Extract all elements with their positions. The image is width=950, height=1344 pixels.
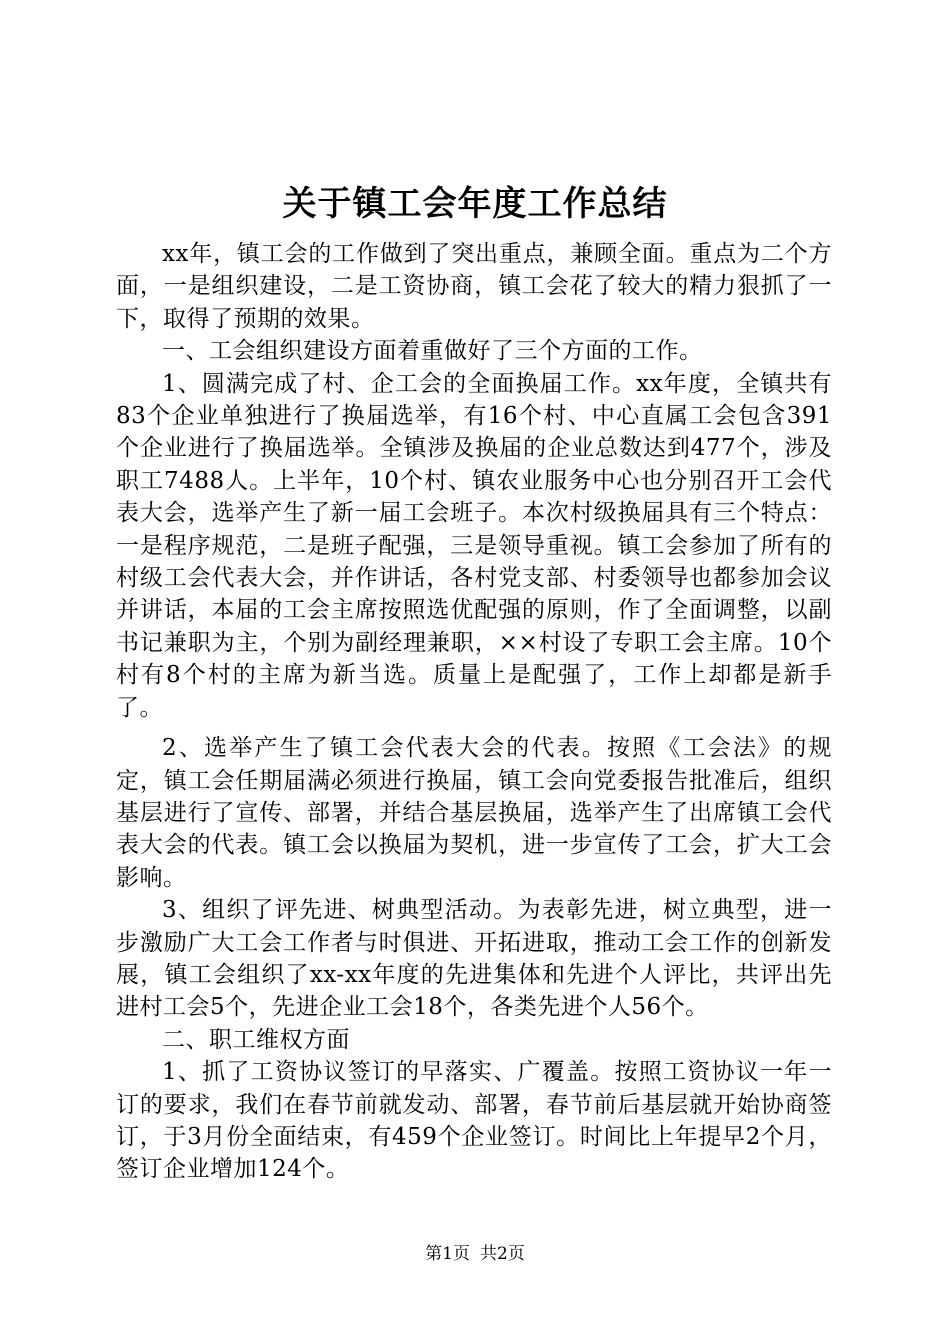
paragraph-intro: xx年，镇工会的工作做到了突出重点，兼顾全面。重点为二个方面，一是组织建设，二是工资协商，镇工会花了较大的精力狠抓了一下，取得了预期的效果。 [116,241,832,332]
paragraph-item-3-awards: 3、组织了评先进、树典型活动。为表彰先进，树立典型，进一步激励广大工会工作者与时俱进、开拓进取，推动工会工作的创新发展，镇工会组织了xx-xx年度的先进集体和先进个人评比，共评出先进村工会5个，先进企业工会18个，各类先进个人56个。 [116,897,832,1021]
paragraph-rights-item-1: 1、抓了工资协议签订的早落实、广覆盖。按照工资协议一年一订的要求，我们在春节前就发动、部署，春节前后基层就开始协商签订，于3月份全面结束，有459个企业签订。时间比上年提早2个月，签订企业增加124个。 [116,1059,832,1183]
paragraph-item-2-delegates: 2、选举产生了镇工会代表大会的代表。按照《工会法》的规定，镇工会任期届满必须进行换届，镇工会向党委报告批准后，组织基层进行了宣传、部署，并结合基层换届，选举产生了出席镇工会代表大会的代表。镇工会以换届为契机，进一步宣传了工会，扩大工会影响。 [116,735,832,891]
document-title: 关于镇工会年度工作总结 [282,184,668,224]
page-total: 共2页 [480,1244,525,1264]
document-body [116,238,832,1186]
page-footer [0,1243,950,1265]
section-heading-organization: 一、工会组织建设方面着重做好了三个方面的工作。 [162,338,703,365]
section-heading-rights: 二、职工维权方面 [162,1026,350,1053]
page-number: 第1页 [425,1244,470,1264]
paragraph-item-1-election: 1、圆满完成了村、企工会的全面换届工作。xx年度，全镇共有83个企业单独进行了换届选举，有16个村、中心直属工会包含391个企业进行了换届选举。全镇涉及换届的企业总数达到477个，涉及职工7488人。上半年，10个村、镇农业服务中心也分别召开工会代表大会，选举产生了新一届工会班子。本次村级换届具有三个特点：一是程序规范，二是班子配强，三是领导重视。镇工会参加了所有的村级工会代表大会，并作讲话，各村党支部、村委领导也都参加会议并讲话，本届的工会主席按照选优配强的原则，作了全面调整，以副书记兼职为主，个别为副经理兼职，××村设了专职工会主席。10个村有8个村的主席为新当选。质量上是配强了，工作上却都是新手了。 [116,370,832,721]
